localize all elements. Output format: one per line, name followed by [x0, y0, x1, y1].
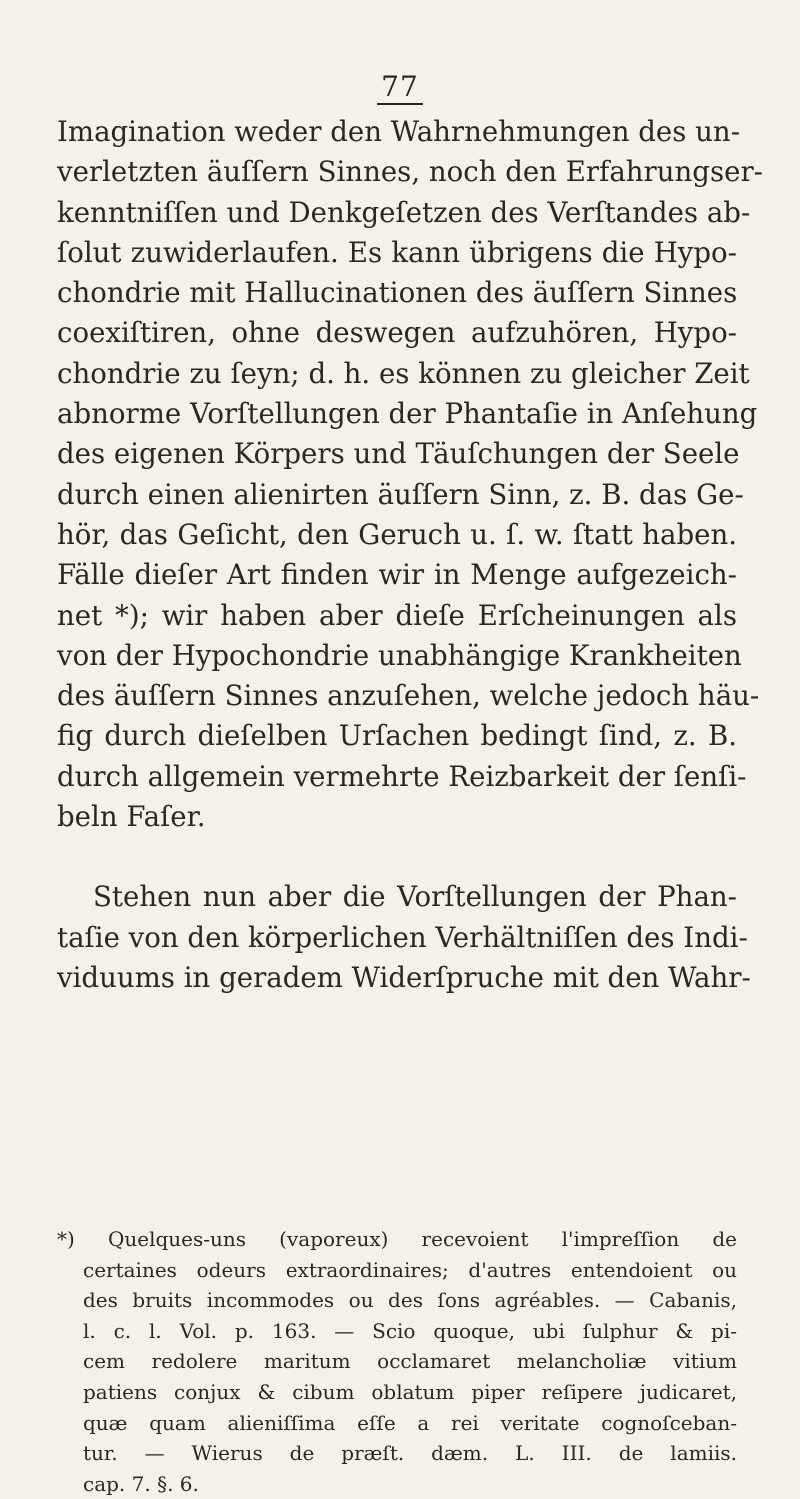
footnote-line: patiens conjux & cibum oblatum piper reſipere judicaret, [83, 1379, 737, 1404]
page-number: 77 [0, 70, 800, 103]
text-line: abnorme Vorſtellungen der Phantaſie in Anſehung [57, 397, 758, 431]
footnote [57, 1224, 737, 1499]
footnote-line: cem redolere maritum occlamaret melancholiæ vitium [83, 1349, 737, 1374]
text-line: durch allgemein vermehrte Reizbarkeit der ſenſi- [57, 759, 747, 793]
text-line: von der Hypochondrie unabhängige Krankheiten [57, 638, 742, 672]
footnote-line: tur. — Wierus de præſt. dæm. L. III. de lamiis. [83, 1441, 737, 1466]
text-line: Stehen nun aber die Vorſtellungen der Phan- [93, 880, 737, 914]
text-line: net *); wir haben aber dieſe Erſcheinungen als [57, 598, 737, 632]
footnote-line: l. c. l. Vol. p. 163. — Scio quoque, ubi ſulphur & pi- [83, 1318, 737, 1343]
text-line: chondrie mit Hallucinationen des äuſſern Sinnes [57, 276, 738, 310]
text-line: Imagination weder den Wahrnehmungen des un- [57, 115, 741, 148]
paragraph-2 [57, 877, 751, 998]
footnote-line: cap. 7. §. 6. [83, 1471, 199, 1496]
text-line: kenntniſſen und Denkgeſetzen des Verſtandes ab- [57, 195, 751, 229]
footnote-line: des bruits incommodes ou des ſons agréables. — Cabanis, [83, 1288, 737, 1313]
text-line: ſolut zuwiderlaufen. Es kann übrigens die Hypo- [57, 235, 737, 269]
text-line: beln Faſer. [57, 800, 206, 834]
footnote-line: quæ quam alieniſſima eſſe a rei veritate cognoſceban- [83, 1410, 737, 1435]
text-line: des eigenen Körpers und Täuſchungen der Seele [57, 437, 740, 471]
text-line: des äuſſern Sinnes anzuſehen, welche jedoch häu- [57, 679, 760, 713]
text-line: Fälle dieſer Art finden wir in Menge aufgezeich- [57, 558, 737, 592]
text-line: taſie von den körperlichen Verhältniſſen des Indi- [57, 920, 748, 954]
text-line: durch einen alienirten äuſſern Sinn, z. B. das Ge- [57, 477, 744, 511]
text-line: chondrie zu ſeyn; d. h. es können zu gleicher Zeit [57, 356, 750, 390]
paragraph-1 [57, 112, 763, 837]
text-line: verletzten äuſſern Sinnes, noch den Erfahrungser- [57, 155, 763, 189]
text-line: coexiſtiren, ohne deswegen aufzuhören, Hypo- [57, 316, 737, 350]
text-line: hör, das Geſicht, den Geruch u. ſ. w. ſtatt haben. [57, 517, 737, 551]
text-line: viduums in geradem Widerſpruche mit den Wahr- [57, 960, 751, 994]
footnote-line: certaines odeurs extraordinaires; d'autres entendoient ou [83, 1257, 737, 1282]
main-text [57, 112, 763, 998]
text-line: fig durch dieſelben Urſachen bedingt ſind, z. B. [57, 719, 737, 753]
footnote-line: *) Quelques-uns (vaporeux) recevoient l'impreſſion de [57, 1227, 737, 1251]
